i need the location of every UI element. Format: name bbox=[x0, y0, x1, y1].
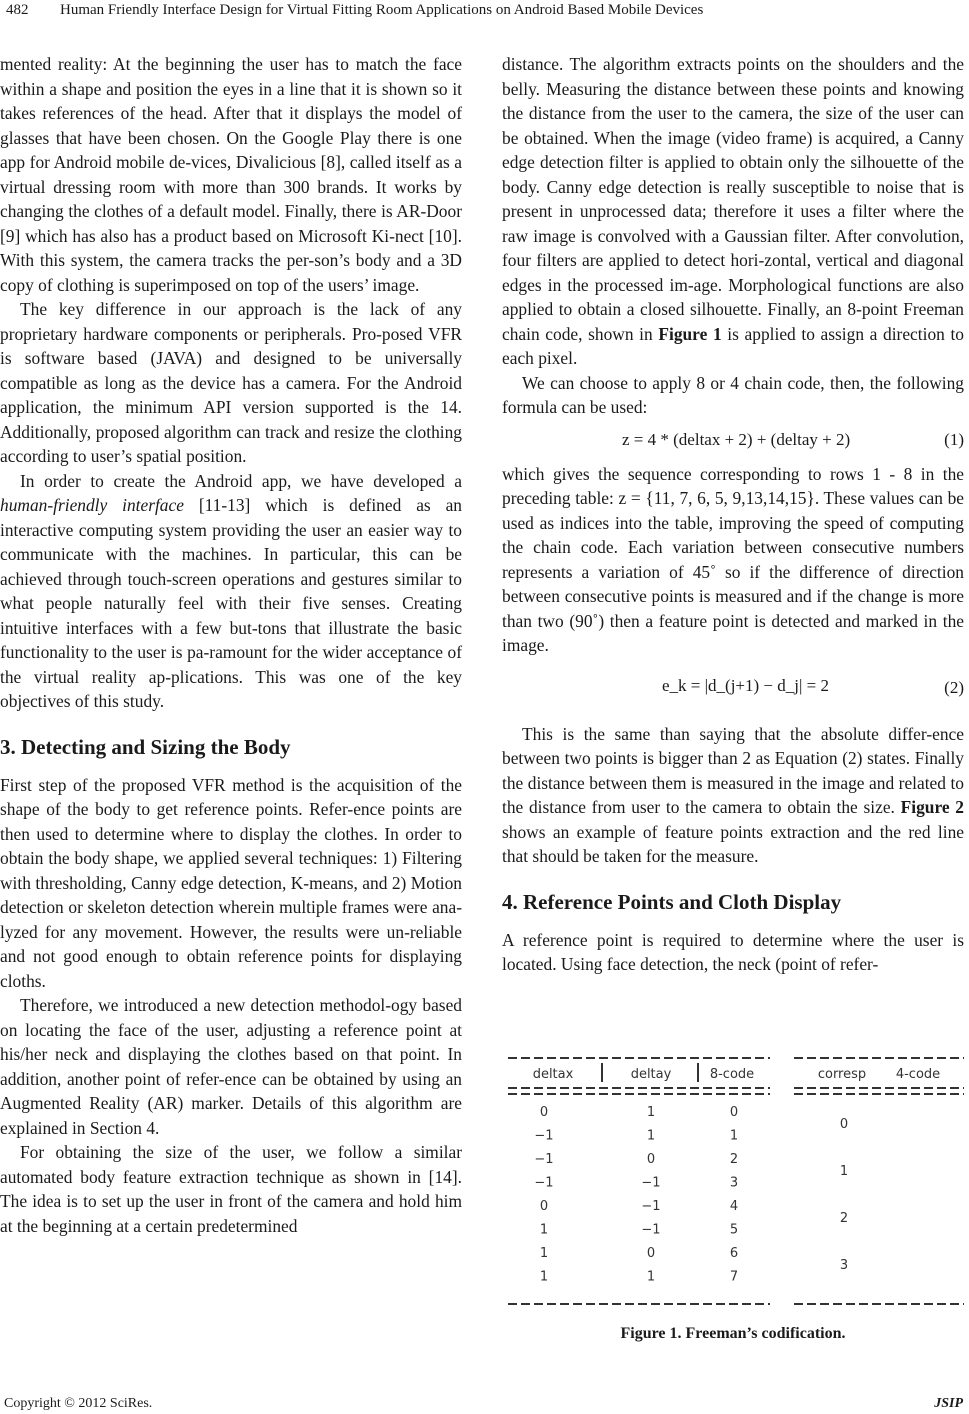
table-headers bbox=[533, 1067, 940, 1082]
table-cell: 1 bbox=[646, 1128, 656, 1144]
table-cell: −1 bbox=[641, 1199, 661, 1214]
equation-number: (2) bbox=[944, 677, 964, 697]
table-cell: 4 bbox=[729, 1199, 739, 1214]
paragraph bbox=[502, 462, 964, 658]
figure-1-freeman-table bbox=[508, 1050, 964, 1310]
equation-1 bbox=[502, 424, 964, 458]
paragraph bbox=[502, 722, 964, 869]
figure-reference: Figure 2 bbox=[900, 797, 964, 817]
left-column bbox=[0, 52, 462, 1238]
paragraph bbox=[0, 469, 462, 714]
figure-reference: Figure 1 bbox=[658, 323, 722, 344]
table-cell: 1 bbox=[729, 1128, 739, 1144]
footer-copyright: Copyright © 2012 SciRes. bbox=[4, 1396, 153, 1411]
paragraph: First step of the proposed VFR method is the acquisition of the shape of the body to get reference points. Refer-ence points are then used to determine where to display the clothes. In order to obtain the body shape, we applied several techniques: 1) Filtering with thresholding, Canny edge detection, K-means, and 2) Motion detection or skeleton detection wherein multiple frames were ana-lyzed for any movement. However, the results were un-reliable and not good enough to obtain reference points for displaying cloths. bbox=[0, 774, 462, 991]
table-cell: 1 bbox=[539, 1246, 549, 1261]
sequence-set: z = {11, 7, 6, 5, 9,13,14,15} bbox=[618, 488, 815, 508]
right-column bbox=[502, 52, 964, 977]
table-cell: 1 bbox=[539, 1269, 549, 1285]
table-cell: 3 bbox=[729, 1175, 739, 1191]
four-code-values bbox=[840, 1117, 848, 1273]
text-run: is applied to assign a direction to each pixel. bbox=[502, 323, 965, 368]
paragraph: A reference point is required to determine where the user is located. Using face detection, the neck (point of refer- bbox=[502, 929, 964, 974]
text-run: [11-13] which is defined as an interactive computing system providing the user an easier way to communicate with the machines. In particular, this can be achieved through touch-screen operations and gestures similar to what people naturally feel with their five senses. Creating intuitive interfaces with a few but-tons that illustrate the basic functionality to the user is pa-ramount for the wider acceptance of the virtual reality ap-plications. This was one of the key objectives of this study. bbox=[0, 495, 462, 711]
text-run: which gives the sequence corresponding to rows 1 - 8 in the preceding table: bbox=[502, 463, 964, 508]
table-cell: −1 bbox=[534, 1152, 554, 1167]
emphasis-term: human-friendly interface bbox=[0, 495, 184, 515]
table-cell: 5 bbox=[729, 1222, 739, 1238]
section-heading: 4. Reference Points and Cloth Display bbox=[502, 889, 842, 914]
table-cell: −1 bbox=[534, 1175, 554, 1191]
table-cell: 1 bbox=[646, 1105, 656, 1120]
paragraph: For obtaining the size of the user, we follow a similar automated body feature extraction technique as shown in [14]. The idea is to set up the user in front of the camera and hold him at the beginning at a certain predetermined bbox=[0, 1142, 462, 1236]
table-cell: −1 bbox=[641, 1222, 661, 1238]
four-code-cell: 1 bbox=[839, 1164, 849, 1179]
four-code-cell: 3 bbox=[839, 1258, 849, 1273]
table-cell: 0 bbox=[646, 1152, 656, 1167]
table-cell: 0 bbox=[646, 1246, 656, 1261]
four-code-cell: 0 bbox=[839, 1117, 849, 1132]
table-header-cell: deltay bbox=[630, 1067, 672, 1082]
table-rows bbox=[534, 1105, 738, 1285]
table-cell: 1 bbox=[539, 1222, 549, 1238]
table-header-cell: 4-code bbox=[895, 1067, 941, 1082]
equation-2 bbox=[502, 662, 964, 718]
table-cell: −1 bbox=[641, 1175, 661, 1191]
text-run: This is the same than saying that the absolute differ-ence between two points is bigger than 2 as Equation (2) states. Finally the distance between them is measured in the image and related to the distance from user to the camera to obtain the size. bbox=[502, 723, 964, 817]
text-run: shows an example of feature points extraction and the red line that should be taken for the measure. bbox=[502, 821, 964, 866]
table-cell: 0 bbox=[539, 1199, 549, 1214]
table-cell: 0 bbox=[729, 1105, 739, 1120]
table-cell: 1 bbox=[646, 1269, 656, 1285]
section-heading: 3. Detecting and Sizing the Body bbox=[0, 734, 291, 759]
table-header-cell: corresp bbox=[817, 1067, 867, 1082]
table-cell: 7 bbox=[729, 1269, 739, 1285]
equation-expression: z = 4 * (deltax + 2) + (deltay + 2) bbox=[622, 429, 851, 449]
paragraph: mented reality: At the beginning the user has to match the face within a shape and position the eyes in a line that it is shown so it takes references of the head. After that it displays the model of glasses that have been chosen. On the Google Play there is one app for Android mobile de-vices, Divalicious [8], called itself as a virtual dressing room with more than 300 brands. It works by changing the clothes of a default model. Finally, there is AR-Door [9] which has also has a product based on Microsoft Ki-nect [10]. With this system, the camera tracks the per-son’s body and a 3D copy of clothing is superimposed on top of the users’ image. bbox=[0, 54, 462, 295]
text-run: In order to create the Android app, we have developed a bbox=[20, 470, 462, 491]
table-cell: 6 bbox=[729, 1246, 739, 1261]
running-title: Human Friendly Interface Design for Virtual Fitting Room Applications on Android Based Mobile Devices bbox=[60, 2, 704, 18]
table-cell: −1 bbox=[534, 1128, 554, 1144]
table-header-cell: 8-code bbox=[709, 1067, 755, 1082]
table-header-cell: deltax bbox=[532, 1067, 574, 1082]
paragraph: We can choose to apply 8 or 4 chain code, then, the following formula can be used: bbox=[502, 372, 964, 417]
four-code-cell: 2 bbox=[839, 1211, 849, 1226]
paragraph: Therefore, we introduced a new detection methodol-ogy based on locating the face of the user, adjusting a reference point at his/her neck and displaying the clothes based on that point. In addition, another point of refer-ence can be obtained by using an Augmented Reality (AR) marker. Details of this algorithm are explained in Section 4. bbox=[0, 995, 462, 1138]
figure-caption: Figure 1. Freeman’s codification. bbox=[620, 1325, 846, 1342]
running-head bbox=[0, 0, 969, 28]
footer-journal: JSIP bbox=[934, 1396, 963, 1411]
paragraph bbox=[502, 52, 964, 371]
table-cell: 0 bbox=[539, 1105, 549, 1120]
equation-number: (1) bbox=[944, 429, 964, 449]
table-cell: 2 bbox=[729, 1152, 739, 1167]
text-run: . These values can be used as indices into the table, improving the speed of computing the chain code. Each variation between consecutive numbers represents a variation of 45˚ so if the difference of direction between consecutive points is measured and if the change is more than two (90˚) then a feature point is detected and marked in the image. bbox=[502, 488, 964, 655]
freeman-table-svg bbox=[508, 1050, 964, 1310]
page-number: 482 bbox=[6, 2, 29, 18]
paragraph: The key difference in our approach is the lack of any proprietary hardware components or peripherals. Pro-posed VFR is software based (JAVA) and designed to be universally compatible as long as the device has a camera. For the Android application, the minimum API version supported is the 14. Additionally, proposed algorithm can track and resize the clothing according to user’s spatial position. bbox=[0, 299, 462, 466]
text-run: distance. The algorithm extracts points on the shoulders and the belly. Measuring the distance between these points and knowing the distance from the user to the camera, the size of the user can be obtained. When the image (video frame) is acquired, a Canny edge detection filter is applied to obtain only the silhouette of the body. Canny edge detection is really susceptible to noise that is present in unprocessed data; therefore it uses a filter where the raw image is convolved with a Gaussian filter. After convolution, four filters are applied to detect hori-zontal, vertical and diagonal edges in the processed im-age. Morphological functions are also applied to obtain a closed silhouette. Finally, an 8-point Freeman chain code, shown in bbox=[502, 54, 964, 344]
equation-expression: e_k = |d_(j+1) − d_j| = 2 bbox=[662, 675, 829, 695]
